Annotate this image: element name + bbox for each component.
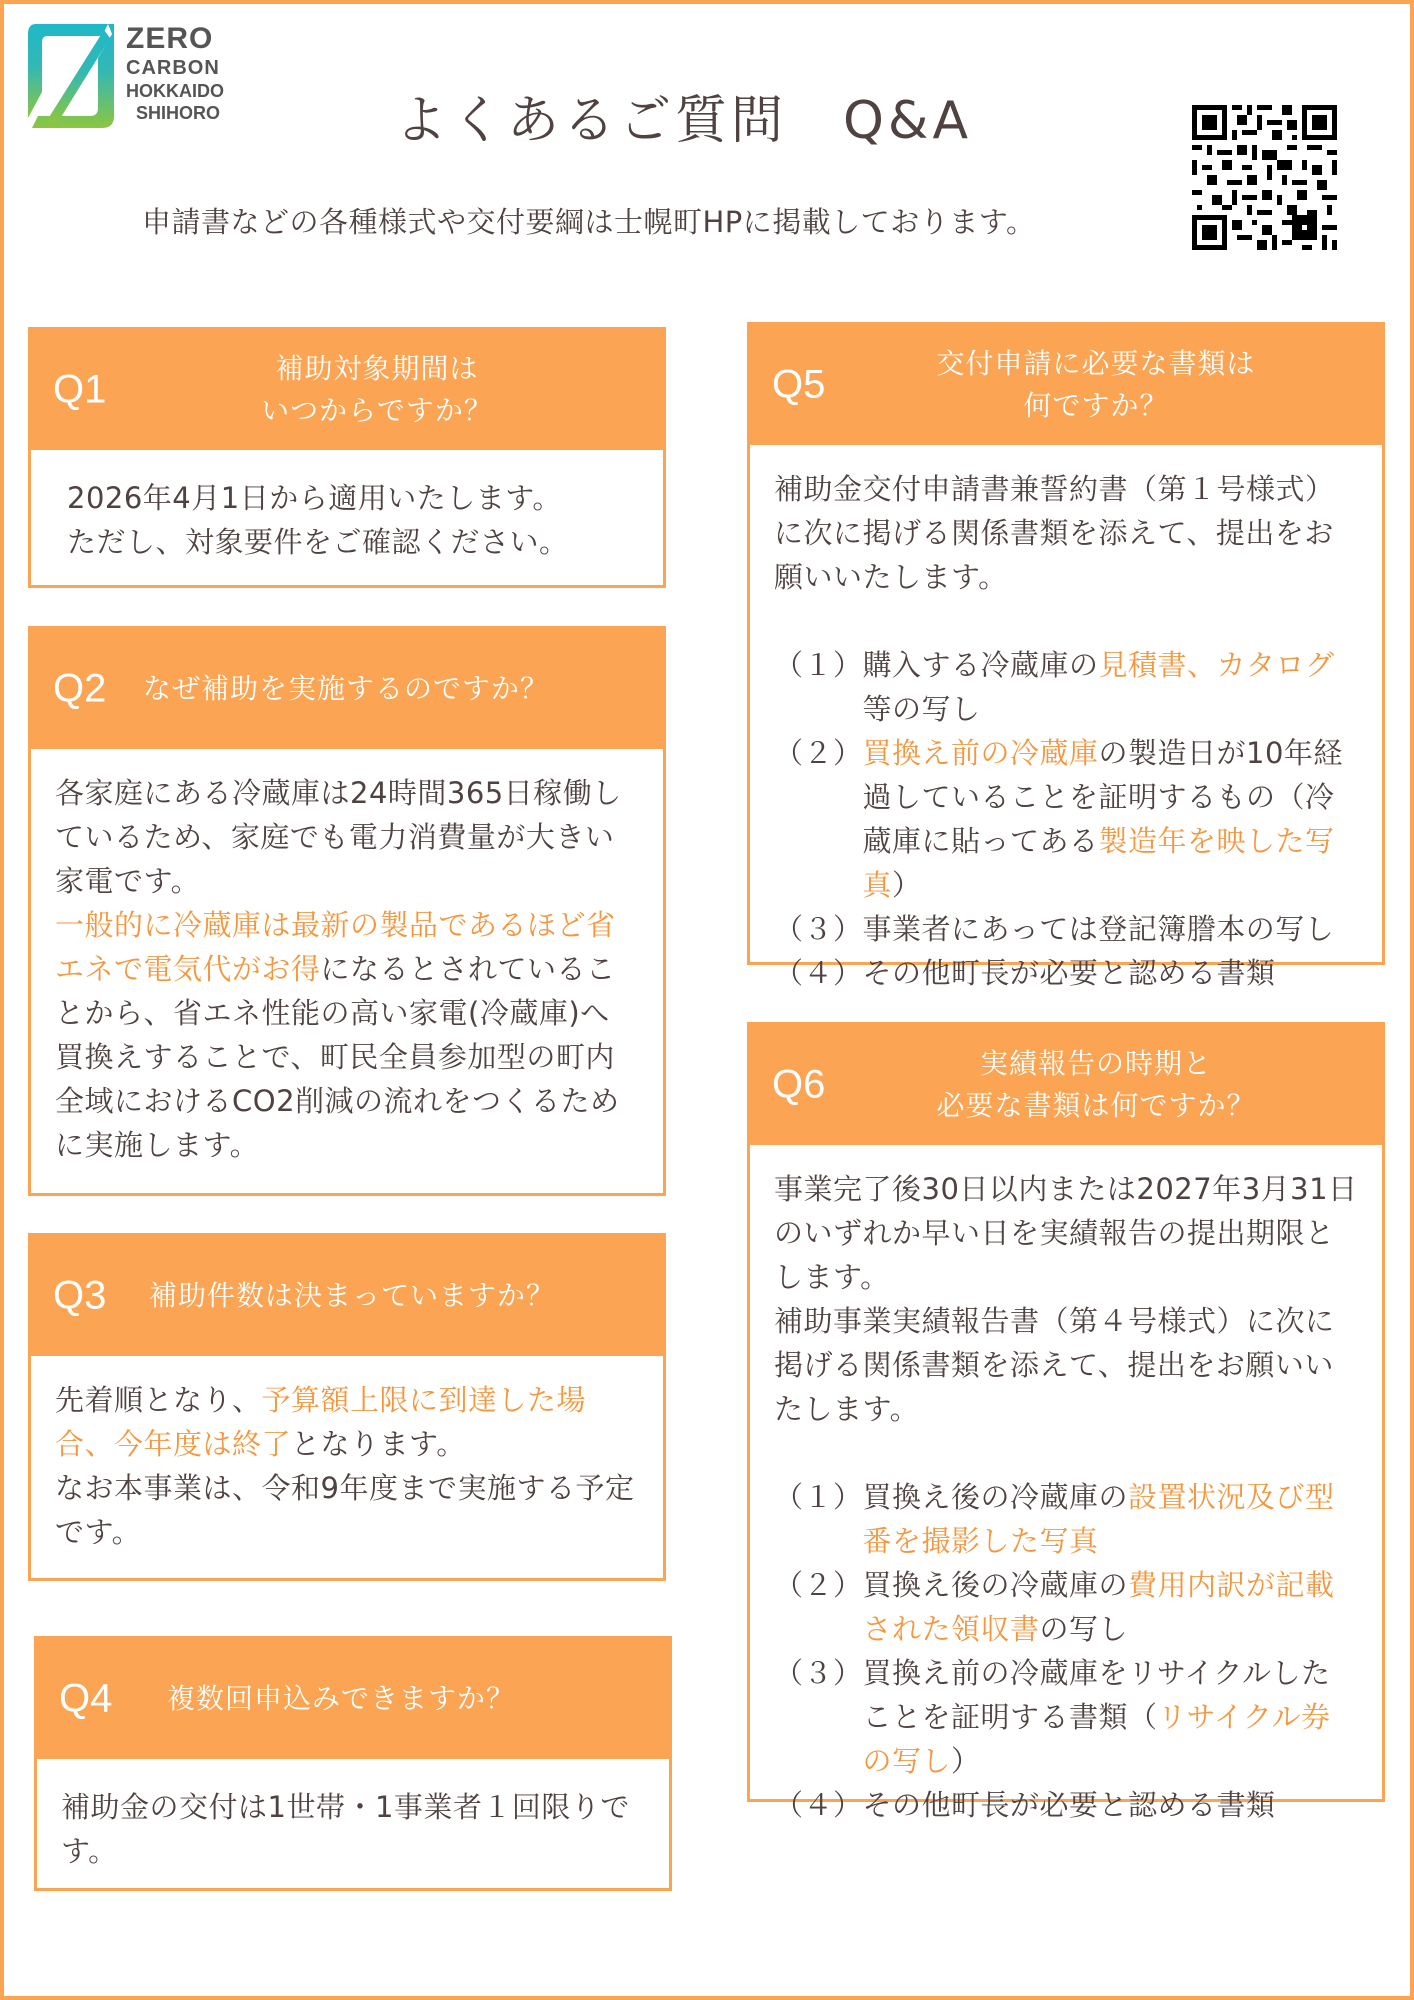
list-text: 買換え後の冷蔵庫の費用内訳が記載された領収書の写し [862,1568,1335,1646]
faq-answer-q2 [31,749,663,1187]
question-text: 複数回申込みできますか？ [167,1682,516,1715]
answer-text: となります。 [291,1427,466,1461]
zero-carbon-logo-icon [24,22,114,130]
faq-card-q6 [747,1022,1385,1822]
question-text [750,343,1382,427]
document-list-item [774,1783,1358,1827]
question-number: Q2 [53,666,107,711]
faq-card-q1 [28,327,666,588]
faq-question-q3 [31,1236,663,1356]
question-number: Q4 [59,1676,113,1721]
faq-question-q2 [31,629,663,749]
answer-text: になるとされていることから、省エネ性能の高い家電(冷蔵庫)へ買換えすることで、町民全員参加型の町内全域におけるCO2削減の流れをつくるために実施します。 [55,952,620,1162]
faq-answer-q4 [37,1759,669,1893]
faq-answer-q1 [31,450,663,564]
list-number: （１） [774,648,863,682]
question-text [750,1043,1382,1127]
answer-highlight: 一般的に冷蔵庫は最新の製品であるほど省エネで電気代がお得 [55,908,616,986]
question-number: Q6 [772,1062,826,1107]
faq-card-q4 [34,1636,672,1891]
faq-question-q5 [750,325,1382,445]
faq-answer-q5 [750,445,1382,1015]
question-text: なぜ補助を実施するのですか？ [143,672,550,705]
answer-text: 補助金の交付は1世帯・1事業者１回限りです。 [61,1790,630,1868]
faq-answer-q6 [750,1145,1382,1847]
faq-question-q1 [31,330,663,450]
document-list-item [774,1563,1358,1651]
page-title: よくあるご質問 Q&A [395,91,973,151]
question-text [31,348,663,432]
faq-question-q6 [750,1025,1382,1145]
question-line: 何ですか？ [1023,389,1169,422]
document-list-item [774,643,1358,731]
question-text: 補助件数は決まっていますか？ [149,1279,556,1312]
zero-carbon-logo [24,22,254,132]
page-subtitle: 申請書などの各種様式や交付要綱は士幌町HPに掲載しております。 [142,205,1036,239]
question-number: Q3 [53,1273,107,1318]
list-number: （２） [774,1568,863,1602]
answer-text: 先着順となり、 [55,1383,262,1417]
document-list-item [774,731,1358,907]
list-text: 買換え後の冷蔵庫の設置状況及び型番を撮影した写真 [862,1480,1335,1558]
faq-answer-q3 [31,1356,663,1574]
faq-card-q3 [28,1233,666,1581]
question-line: 必要な書類は何ですか？ [936,1089,1256,1122]
question-number: Q1 [53,367,107,412]
list-number: （４） [774,1788,863,1822]
list-text: 購入する冷蔵庫の見積書、カタログ等の写し [862,648,1335,726]
answer-intro: 補助金交付申請書兼誓約書（第１号様式）に次に掲げる関係書類を添えて、提出をお願いいたします。 [774,472,1335,594]
question-line: 補助対象期間は [275,352,479,385]
qr-code-icon[interactable] [1192,105,1337,250]
answer-line: 2026年4月1日から適用いたします。 [67,481,562,515]
answer-highlight: 予算額上限に到達した場合、今年度は終了 [55,1383,587,1461]
list-number: （１） [774,1480,863,1514]
answer-intro: 補助事業実績報告書（第４号様式）に次に掲げる関係書類を添えて、提出をお願いいたします。 [774,1304,1335,1426]
list-text: 買換え前の冷蔵庫をリサイクルしたことを証明する書類（リサイクル券の写し） [862,1656,1331,1778]
question-number: Q5 [772,362,826,407]
logo-line-shihoro: SHIHORO [136,103,221,123]
document-list-item [774,907,1358,951]
answer-intro: 事業完了後30日以内または2027年3月31日のいずれか早い日を実績報告の提出期限とします。 [774,1172,1358,1294]
question-line: 交付申請に必要な書類は [936,347,1256,380]
answer-text: 各家庭にある冷蔵庫は24時間365日稼働しているため、家庭でも電力消費量が大きい家電です。 [55,776,622,898]
list-number: （３） [774,912,863,946]
logo-line-carbon: CARBON [126,57,220,79]
list-text: 事業者にあっては登記簿謄本の写し [862,912,1335,946]
document-list-item [774,951,1358,995]
faq-card-q5 [747,322,1385,990]
list-text: 買換え前の冷蔵庫の製造日が10年経過していることを証明するもの（冷蔵庫に貼ってある製造年を映した写真） [862,736,1343,902]
faq-card-q2 [28,626,666,1196]
document-list-item [774,1475,1358,1563]
list-text: その他町長が必要と認める書類 [862,956,1276,990]
answer-text: なお本事業は、令和9年度まで実施する予定です。 [55,1471,635,1549]
answer-line: ただし、対象要件をご確認ください。 [67,525,569,559]
faq-question-q4 [37,1639,669,1759]
list-text: その他町長が必要と認める書類 [862,1788,1276,1822]
question-line: いつからですか？ [261,394,493,427]
document-list-item [774,1651,1358,1783]
list-number: （２） [774,736,863,770]
list-number: （４） [774,956,863,990]
logo-line-zero: ZERO [126,22,214,55]
logo-text [126,24,224,122]
list-number: （３） [774,1656,863,1690]
question-line: 実績報告の時期と [979,1047,1212,1080]
logo-line-hokkaido: HOKKAIDO [126,81,224,101]
